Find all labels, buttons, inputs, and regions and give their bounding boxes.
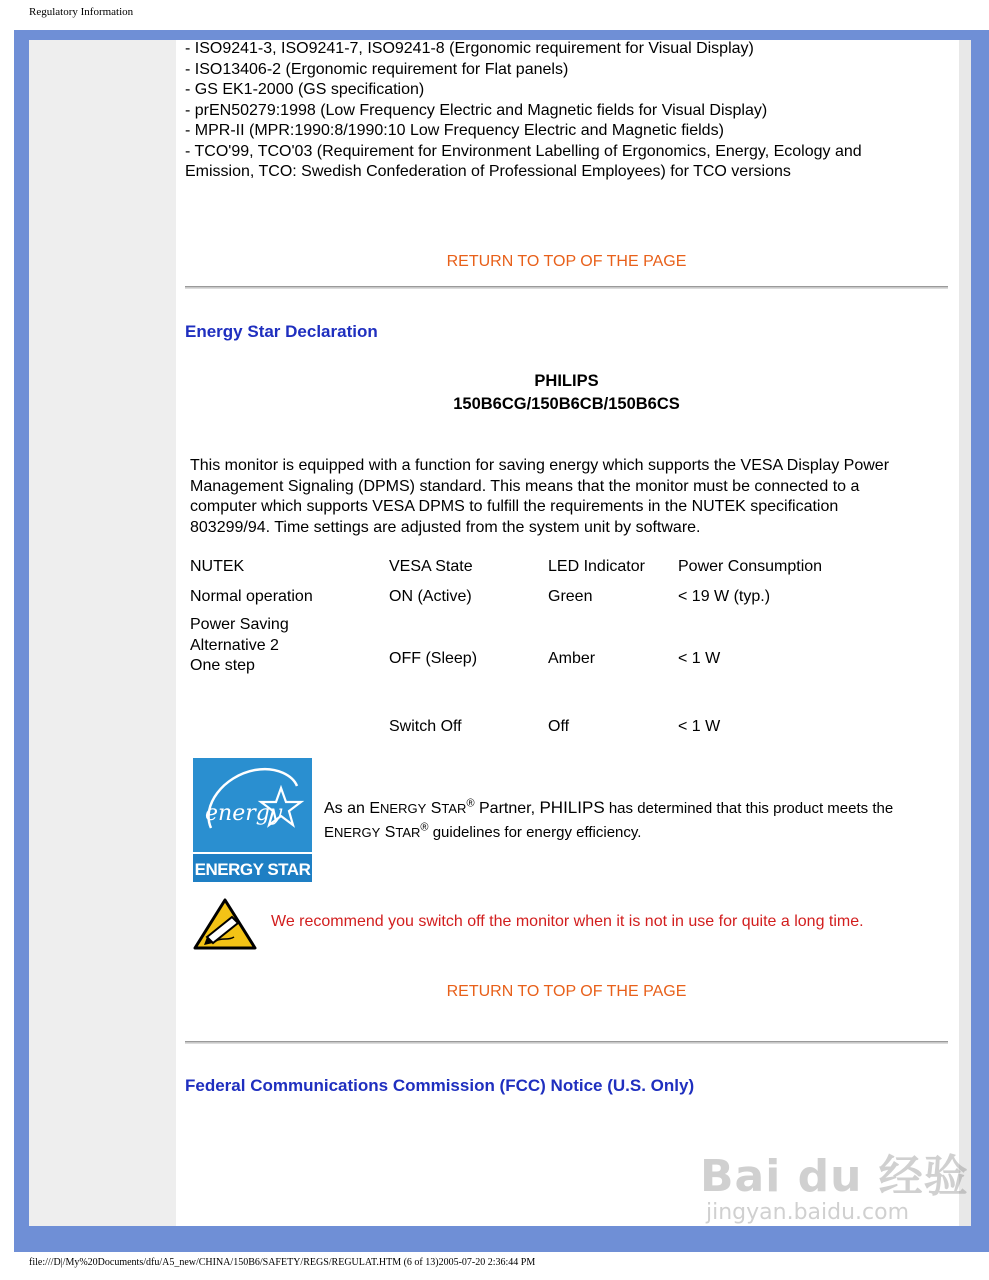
table-cell-vesa: Switch Off	[389, 718, 462, 735]
table-cell-led: Off	[548, 718, 570, 735]
energy-description: This monitor is equipped with a function for saving energy which supports the VESA Display Power Management Signaling (DPMS) standard. This means that the monitor must be connected to a computer which supports VESA DPMS to fulfill the requirements in the NUTEK specification 803299/94. Time settings are adjusted from the system unit by software.	[190, 457, 890, 536]
fcc-heading: Federal Communications Commission (FCC) Notice (U.S. Only)	[185, 1076, 695, 1095]
registered-mark: ®	[466, 797, 475, 810]
statement-text: NERGY	[380, 801, 427, 816]
standard-item: - ISO9241-3, ISO9241-7, ISO9241-8 (Ergonomic requirement for Visual Display)	[185, 40, 754, 57]
divider	[185, 286, 948, 289]
statement-text: As an E	[324, 800, 381, 817]
watermark-main: Bai du 经验	[700, 1151, 969, 1202]
energy-star-logo-text: ENERGY STAR	[194, 860, 311, 879]
watermark-sub: jingyan.baidu.com	[706, 1200, 910, 1225]
standards-list	[185, 39, 925, 183]
right-strip	[959, 40, 971, 1226]
product-title	[185, 370, 948, 416]
standard-item: - prEN50279:1998 (Low Frequency Electric and Magnetic fields for Visual Display)	[185, 101, 768, 119]
return-to-top-link[interactable]: RETURN TO TOP OF THE PAGE	[446, 983, 687, 1000]
table-cell-vesa: OFF (Sleep)	[389, 650, 478, 667]
energy-star-statement	[324, 796, 924, 845]
table-header-vesa: VESA State	[389, 558, 473, 575]
table-header-led: LED Indicator	[548, 558, 645, 575]
statement-text: Partner,	[474, 800, 540, 817]
divider	[185, 1041, 948, 1044]
statement-text: TAR	[395, 825, 421, 840]
table-cell-led: Green	[548, 588, 593, 605]
table-header-nutek: NUTEK	[190, 558, 245, 575]
table-cell-nutek: Power Saving Alternative 2 One step	[190, 616, 289, 674]
statement-text: S	[426, 800, 442, 817]
registered-mark: ®	[420, 821, 429, 834]
warning-text: We recommend you switch off the monitor when it is not in use for quite a long time.	[271, 913, 864, 930]
note-pencil-icon	[192, 897, 258, 951]
table-cell-led: Amber	[548, 650, 596, 667]
print-footer-path: file:///D|/My%20Documents/dfu/A5_new/CHINA/150B6/SAFETY/REGS/REGULAT.HTM (6 of 13)2005-07-20 2:36:44 PM	[29, 1257, 536, 1268]
table-cell-power: < 1 W	[678, 718, 721, 735]
energy-star-logo	[193, 758, 312, 882]
standard-item: - MPR-II (MPR:1990:8/1990:10 Low Frequency Electric and Magnetic fields)	[185, 122, 724, 139]
standard-item: - ISO13406-2 (Ergonomic requirement for Flat panels)	[185, 60, 569, 78]
statement-text: has determined that this product meets the E	[324, 800, 894, 841]
table-cell-power: < 19 W (typ.)	[678, 588, 771, 605]
standard-item: - TCO'99, TCO'03 (Requirement for Environment Labelling of Ergonomics, Energy, Ecology and Emission, TCO: Swedish Confederation of Professional Employees) for TCO versions	[185, 142, 862, 180]
statement-text: NERGY	[334, 825, 381, 840]
content-area	[176, 40, 959, 1226]
table-cell-power: < 1 W	[678, 650, 721, 667]
statement-brand: PHILIPS	[539, 798, 605, 817]
energy-star-emblem-icon	[193, 758, 312, 852]
left-sidebar	[29, 40, 176, 1226]
statement-text: guidelines for energy efficiency.	[428, 824, 642, 841]
table-cell-nutek: Normal operation	[190, 588, 313, 605]
energy-star-heading: Energy Star Declaration	[185, 322, 378, 341]
statement-text: S	[380, 824, 396, 841]
product-brand: PHILIPS	[534, 372, 599, 390]
table-header-power: Power Consumption	[678, 558, 823, 575]
statement-text: TAR	[441, 801, 467, 816]
product-models: 150B6CG/150B6CB/150B6CS	[453, 395, 680, 413]
return-to-top-link[interactable]: RETURN TO TOP OF THE PAGE	[446, 253, 687, 270]
standard-item: - GS EK1-2000 (GS specification)	[185, 81, 425, 98]
energy-script: energy	[205, 801, 283, 826]
table-cell-vesa: ON (Active)	[389, 588, 472, 605]
print-header-title: Regulatory Information	[29, 6, 134, 18]
baidu-watermark	[700, 1140, 969, 1225]
